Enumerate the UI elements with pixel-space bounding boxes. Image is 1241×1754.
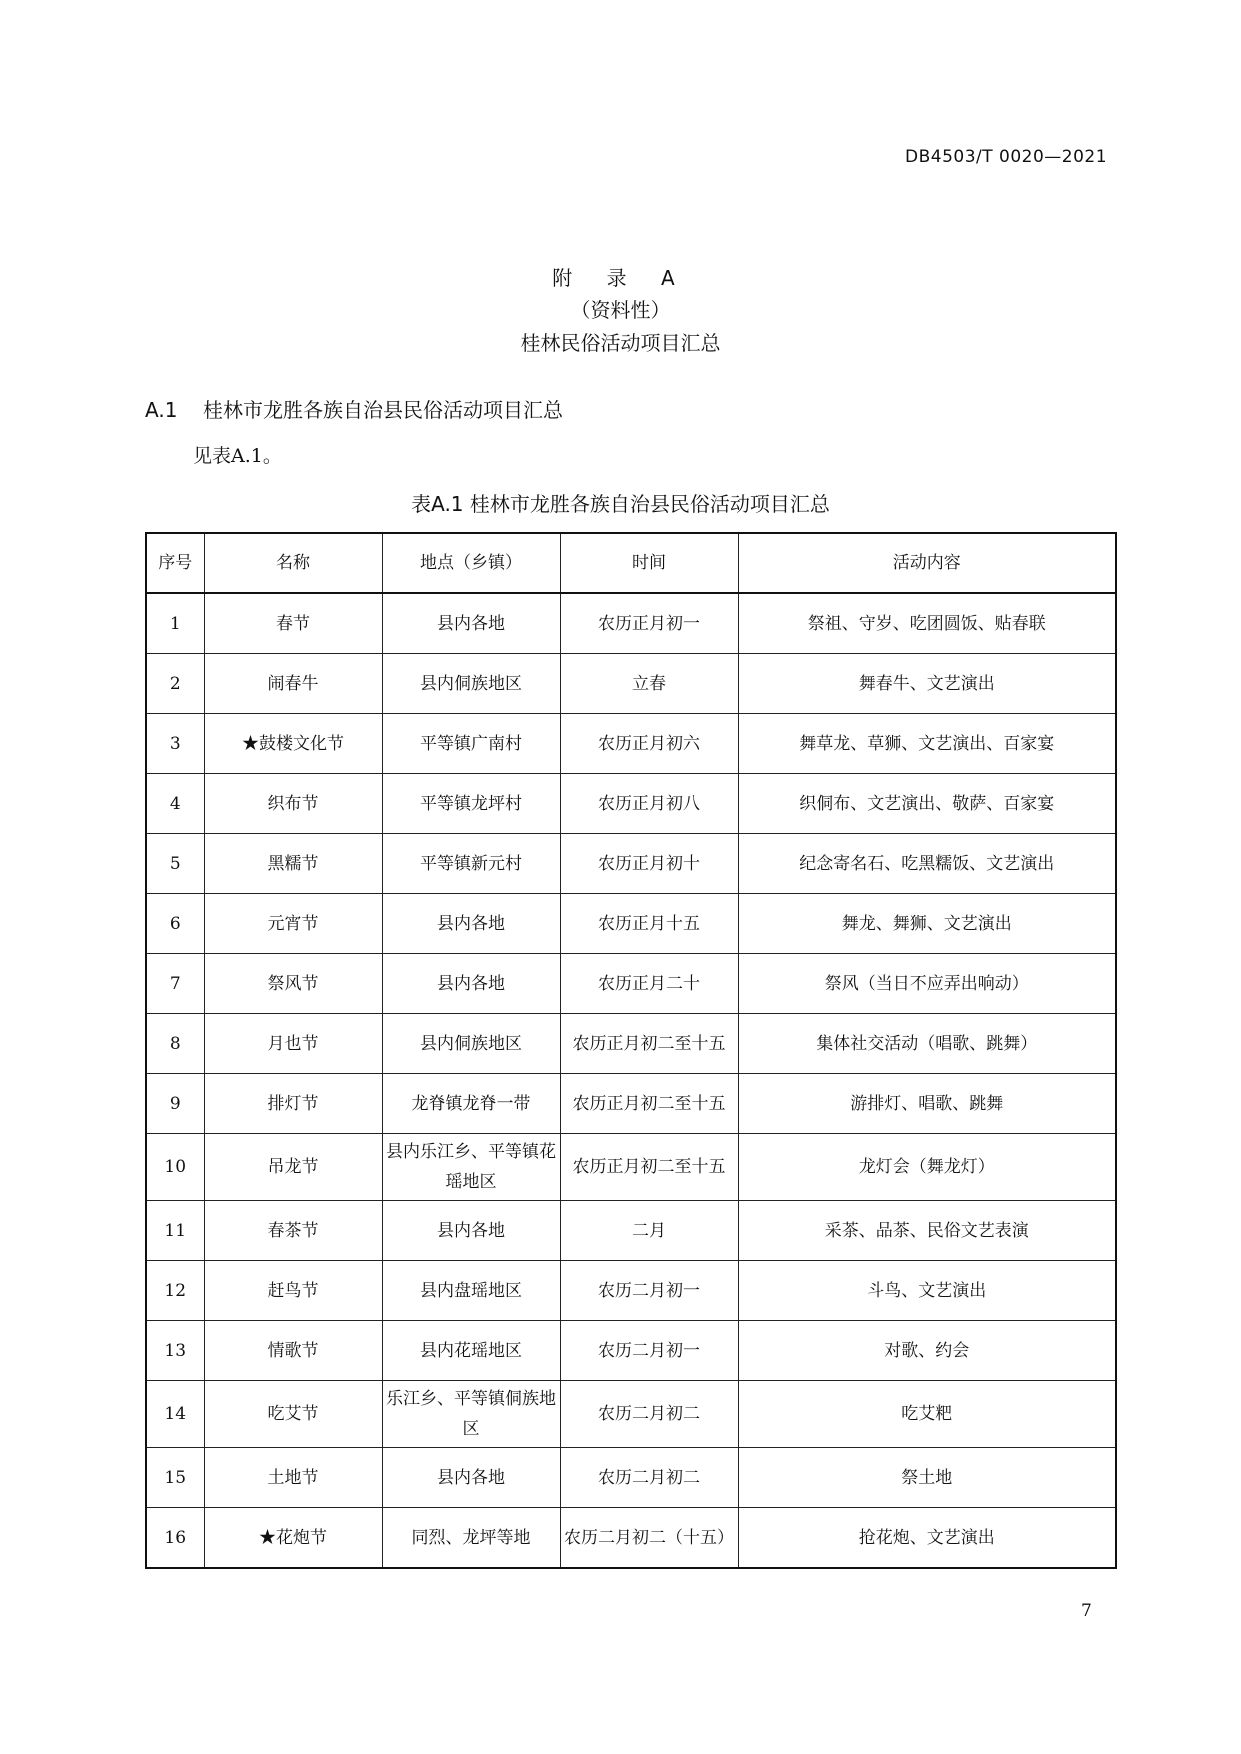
cell-time: 农历正月初二至十五 [560,1134,738,1201]
cell-name: 赶鸟节 [204,1261,382,1321]
header-content: 活动内容 [738,533,1116,593]
cell-place: 平等镇广南村 [382,714,560,774]
cell-name: 吊龙节 [204,1134,382,1201]
cell-name: 排灯节 [204,1074,382,1134]
cell-seq: 8 [146,1014,204,1074]
cell-place: 平等镇龙坪村 [382,774,560,834]
cell-seq: 1 [146,593,204,654]
table-row [146,1134,1116,1201]
cell-name: 春节 [204,593,382,654]
cell-place: 县内花瑶地区 [382,1321,560,1381]
cell-name: 春茶节 [204,1201,382,1261]
cell-name: 元宵节 [204,894,382,954]
table-row [146,954,1116,1014]
cell-seq: 11 [146,1201,204,1261]
cell-time: 农历正月初一 [560,593,738,654]
cell-place: 乐江乡、平等镇侗族地区 [382,1381,560,1448]
appendix-title: 附 录 A [552,266,689,290]
cell-content: 舞春牛、文艺演出 [738,654,1116,714]
cell-time: 农历正月初十 [560,834,738,894]
cell-place: 县内各地 [382,1201,560,1261]
cell-place: 县内各地 [382,954,560,1014]
cell-seq: 16 [146,1508,204,1569]
cell-seq: 4 [146,774,204,834]
cell-content: 纪念寄名石、吃黑糯饭、文艺演出 [738,834,1116,894]
cell-place: 同烈、龙坪等地 [382,1508,560,1569]
table-body [146,593,1116,1568]
cell-content: 对歌、约会 [738,1321,1116,1381]
cell-seq: 7 [146,954,204,1014]
appendix-nature: （资料性） [570,298,671,322]
cell-time: 农历二月初二 [560,1381,738,1448]
document-code: DB4503/T 0020—2021 [905,147,1108,167]
appendix-subject: 桂林民俗活动项目汇总 [520,331,721,355]
cell-content: 游排灯、唱歌、跳舞 [738,1074,1116,1134]
table-reference: 见表A.1。 [193,445,282,467]
cell-name: 闹春牛 [204,654,382,714]
cell-place: 县内侗族地区 [382,654,560,714]
cell-content: 祭土地 [738,1448,1116,1508]
cell-content: 吃艾粑 [738,1381,1116,1448]
table-row [146,1381,1116,1448]
cell-seq: 13 [146,1321,204,1381]
table-row [146,1321,1116,1381]
cell-name: 情歌节 [204,1321,382,1381]
cell-place: 县内盘瑶地区 [382,1261,560,1321]
cell-seq: 10 [146,1134,204,1201]
cell-name: 织布节 [204,774,382,834]
cell-place: 县内各地 [382,593,560,654]
cell-seq: 15 [146,1448,204,1508]
cell-time: 农历正月初二至十五 [560,1014,738,1074]
header-name: 名称 [204,533,382,593]
table-row [146,1261,1116,1321]
header-seq: 序号 [146,533,204,593]
table-row [146,774,1116,834]
cell-content: 舞龙、舞狮、文艺演出 [738,894,1116,954]
cell-content: 抢花炮、文艺演出 [738,1508,1116,1569]
page-number: 7 [1081,1601,1092,1621]
cell-content: 祭风（当日不应弄出响动） [738,954,1116,1014]
cell-seq: 14 [146,1381,204,1448]
table-row [146,894,1116,954]
cell-content: 织侗布、文艺演出、敬萨、百家宴 [738,774,1116,834]
header-place: 地点（乡镇） [382,533,560,593]
section-heading [145,394,563,423]
table-row [146,654,1116,714]
cell-place: 县内侗族地区 [382,1014,560,1074]
cell-place: 县内乐江乡、平等镇花瑶地区 [382,1134,560,1201]
table-caption: 表A.1 桂林市龙胜各族自治县民俗活动项目汇总 [411,492,830,516]
table-row [146,1014,1116,1074]
cell-time: 立春 [560,654,738,714]
cell-content: 斗鸟、文艺演出 [738,1261,1116,1321]
cell-time: 农历正月二十 [560,954,738,1014]
cell-place: 平等镇新元村 [382,834,560,894]
table-row [146,1201,1116,1261]
cell-place: 县内各地 [382,1448,560,1508]
cell-name: 吃艾节 [204,1381,382,1448]
cell-name: ★鼓楼文化节 [204,714,382,774]
table-row [146,1074,1116,1134]
header-time: 时间 [560,533,738,593]
cell-content: 龙灯会（舞龙灯） [738,1134,1116,1201]
table-row [146,1508,1116,1569]
table-row [146,1448,1116,1508]
table-row [146,593,1116,654]
cell-content: 采茶、品茶、民俗文艺表演 [738,1201,1116,1261]
cell-name: 土地节 [204,1448,382,1508]
cell-name: 月也节 [204,1014,382,1074]
cell-seq: 12 [146,1261,204,1321]
cell-time: 农历二月初二 [560,1448,738,1508]
cell-content: 舞草龙、草狮、文艺演出、百家宴 [738,714,1116,774]
appendix-heading [0,262,1241,360]
cell-time: 农历二月初一 [560,1261,738,1321]
cell-name: ★花炮节 [204,1508,382,1569]
cell-seq: 6 [146,894,204,954]
cell-time: 农历二月初二（十五） [560,1508,738,1569]
cell-seq: 9 [146,1074,204,1134]
cell-seq: 5 [146,834,204,894]
cell-time: 农历正月初六 [560,714,738,774]
cell-time: 农历正月初八 [560,774,738,834]
cell-time: 二月 [560,1201,738,1261]
table-row [146,834,1116,894]
cell-seq: 2 [146,654,204,714]
cell-name: 祭风节 [204,954,382,1014]
cell-time: 农历二月初一 [560,1321,738,1381]
cell-content: 集体社交活动（唱歌、跳舞） [738,1014,1116,1074]
table-row [146,714,1116,774]
cell-content: 祭祖、守岁、吃团圆饭、贴春联 [738,593,1116,654]
festival-table [145,532,1117,1569]
table-header-row [146,533,1116,593]
cell-place: 县内各地 [382,894,560,954]
cell-name: 黑糯节 [204,834,382,894]
section-number: A.1 [145,398,178,422]
cell-seq: 3 [146,714,204,774]
cell-time: 农历正月十五 [560,894,738,954]
cell-time: 农历正月初二至十五 [560,1074,738,1134]
section-title: 桂林市龙胜各族自治县民俗活动项目汇总 [203,398,563,422]
cell-place: 龙脊镇龙脊一带 [382,1074,560,1134]
